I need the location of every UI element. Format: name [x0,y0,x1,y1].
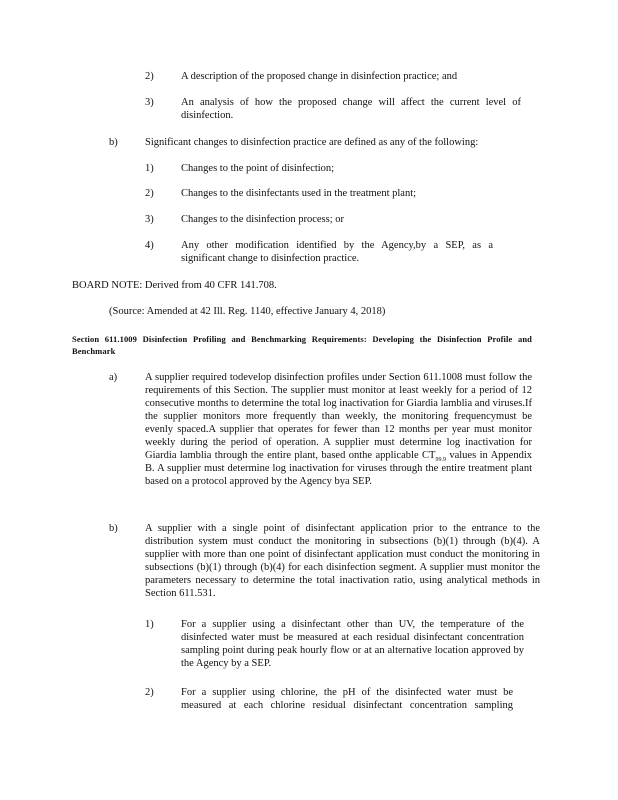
item-b3-label: 3) [145,214,154,225]
item-b1-label: 1) [145,163,154,174]
item-b4-text: Any other modification identified by the Agency,by a SEP, as a significant change to disinfection practice. [181,240,493,264]
para-b-label: b) [109,523,118,534]
item-b2-text: Changes to the disinfectants used in the treatment plant; [181,188,417,199]
item-a3-text: An analysis of how the proposed change will affect the current level of disinfection. [181,97,521,121]
para-b-text: A supplier with a single point of disinfectant application prior to the entrance to the distribution system must conduct the monitoring in subsections (b)(1) through (b)(4). A supplier with more than one point of disinfectant application must conduct the monitoring in subsections (b)(1) through (b)(4) for each disinfection segment. A supplier must monitor the parameters necessary to determine the total inactivation ratio, using analytical methods in Section 611.531. [145,523,540,599]
source-note: (Source: Amended at 42 Ill. Reg. 1140, effective January 4, 2018) [109,306,386,317]
para-a-text-part1: A supplier required todevelop disinfection profiles under Section 611.1008 must follow the requirements of this Section. The supplier must monitor at least weekly for a period of 12 consecutive months to determine the total log inactivation for Giardia lamblia and viruses.If the supplier monitors more frequently than weekly, the monitoring frequencymust be evenly spaced.A supplier that operates for fewer than 12 months per year must monitor weekly during the period of operation. A supplier must determine log inactivation for Giardia lamblia through the entire plant, based onthe applicable CT [145,372,532,461]
section-heading: Section 611.1009 Disinfection Profiling and Benchmarking Requirements: Developing the Disinfection Profile and Benchmark [72,334,532,356]
item-b2-label: 2) [145,188,154,199]
ct-subscript: 99.9 [435,457,446,464]
para-a-text [145,371,532,488]
item-b1-text: Changes to the point of disinfection; [181,163,335,174]
para-b2-label: 2) [145,687,154,698]
item-b-text: Significant changes to disinfection practice are defined as any of the following: [145,137,479,148]
item-a2-text: A description of the proposed change in disinfection practice; and [181,71,458,82]
item-b4-label: 4) [145,240,154,251]
para-b1-label: 1) [145,619,154,630]
item-a3-label: 3) [145,97,154,108]
item-b3-text: Changes to the disinfection process; or [181,214,345,225]
item-b-label: b) [109,137,118,148]
para-a-label: a) [109,372,118,383]
item-a2-label: 2) [145,71,154,82]
para-b1-text: For a supplier using a disinfectant other than UV, the temperature of the disinfected water must be measured at each residual disinfectant concentration sampling point during peak hourly flow or at an alternative location approved by the Agency by a SEP. [181,619,524,669]
board-note: BOARD NOTE: Derived from 40 CFR 141.708. [72,280,277,291]
para-b2-text: For a supplier using chlorine, the pH of the disinfected water must be measured at each chlorine residual disinfectant concentration sampling [181,687,513,711]
para-a-text-part2: values in Appendix B. A supplier must determine log inactivation for viruses through the entire treatment plant based on a protocol approved by the Agency bya SEP. [145,450,532,487]
